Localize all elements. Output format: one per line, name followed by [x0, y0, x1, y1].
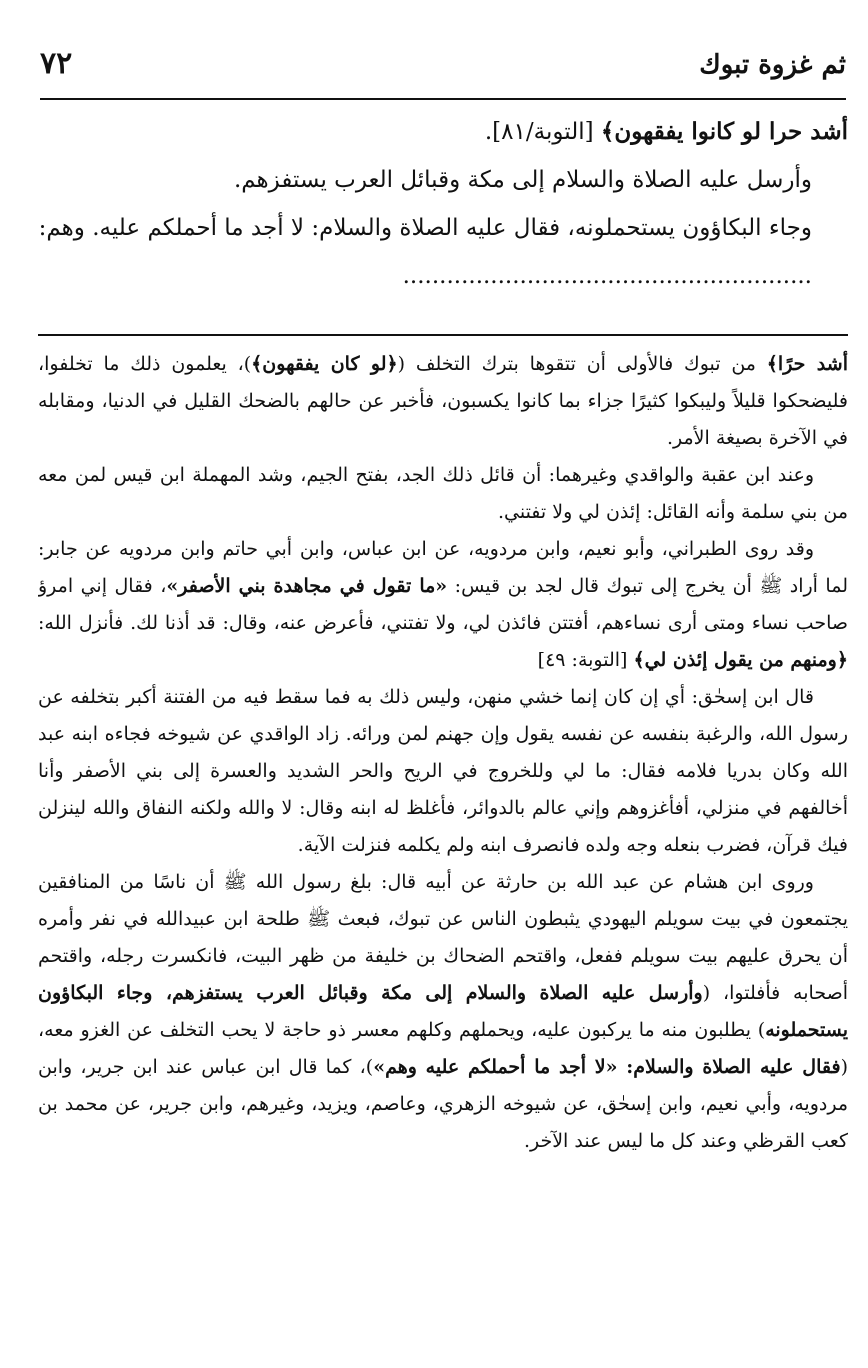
commentary-text: من تبوك فالأولى أن تتقوها بترك التخلف (: [397, 353, 767, 375]
verse-line-3: وجاء البكاؤون يستحملونه، فقال عليه الصلاة والسلام: لا أجد ما أحملكم عليه. وهم: ........................................................: [38, 215, 812, 289]
commentary-paragraph-4: قال ابن إسحٰق: أي إن كان إنما خشي منهن، وليس ذلك به فما سقط فيه من الفتنة أكبر بتخلفه عن رسول الله، والرغبة بنفسه عن نفسه يقول وإن جهنم لمن ورائه. زاد الواقدي عن شيوخه فجاءه ابنه عبد الله وكان بدريا فلامه فقال: ما لي وللخروج في الريح والحر الشديد والعسرة إلى بني الأصفر وأنا أخالفهم في منزلي، أفأغزوهم وإني عالم بالدوائر، فأغلظ له ابنه وقال: لا والله ولكنه النفاق والله لينزلن فيك قرآن، فضرب بنعله وجه ولده فانصرف ابنه ولم يكلمه فنزلت الآية.: [38, 686, 848, 856]
page-header: [40, 40, 846, 100]
commentary-bold: وأرسل عليه الصلاة والسلام إلى مكة وقبائل العرب يستفزهم، وجاء البكاؤون يستحملونه: [38, 982, 848, 1041]
commentary-bold: أشد حرًا﴾: [766, 353, 848, 375]
verse-citation: [التوبة/٨١].: [484, 119, 601, 145]
commentary-bold: ﴿لو كان يفقهون﴾: [251, 353, 398, 375]
commentary-text: وقد روى الطبراني، وأبو نعيم، وابن مردويه، عن ابن عباس، وابن أبي حاتم وابن مردويه عن جابر: لما أراد ﷺ أن يخرج إلى تبوك قال لجد بن قيس:: [38, 538, 848, 597]
commentary-paragraph-3: [38, 531, 848, 679]
commentary-paragraph-2: وعند ابن عقبة والواقدي وغيرهما: أن قائل ذلك الجد، بفتح الجيم، وشد المهملة ابن قيس لمن معه من بني سلمة وأنه القائل: إئذن لي ولا تفتني.: [38, 464, 848, 523]
commentary-text: ) يطلبون منه ما يركبون عليه، ويحملهم وكلهم معسر ذو حاجة لا يحب التخلف عن الغزو معه، (: [38, 1019, 848, 1078]
commentary-text: ، فقال إني امرؤ صاحب نساء ومتى أرى نساءهم، أفتتن فائذن لي، ولا تفتني، فأعرض عنه، وقال: قد أذنا لك. فأنزل الله:: [38, 575, 848, 634]
verse-bold-text: أشد حرا لو كانوا يفقهون﴾: [600, 118, 848, 145]
page-number: ٧٢: [40, 46, 73, 81]
commentary-bold: ﴿ومنهم من يقول إئذن لي﴾: [633, 649, 848, 671]
commentary-text: )، يعلمون ذلك ما تخلفوا، فليضحكوا قليلاً وليبكوا كثيرًا جزاء بما كانوا يكسبون، فأخبر عن حالهم بالضحك القليل في الدنيا، ومقابله في الآخرة بصيغة الأمر.: [38, 353, 848, 449]
commentary-citation: [التوبة: ٤٩]: [537, 649, 634, 671]
commentary-paragraph-5: [38, 864, 848, 1160]
commentary-text: )، كما قال ابن عباس عند ابن جرير، وابن مردويه، وأبي نعيم، وابن إسحٰق، عن شيوخه الزهري، وعاصم، ويزيد، وغيرهم، وابن جرير، عن محمد بن كعب القرظي وعند كل ما ليس عند الآخر.: [38, 1056, 848, 1152]
commentary-block: [38, 346, 848, 1346]
verse-block: [38, 108, 848, 336]
commentary-paragraph-1: [38, 346, 848, 457]
chapter-title: ثم غزوة تبوك: [699, 50, 846, 80]
verse-line-2: وأرسل عليه الصلاة والسلام إلى مكة وقبائل العرب يستفزهم.: [233, 167, 812, 193]
commentary-bold: «ما تقول في مجاهدة بني الأصفر»: [166, 575, 448, 597]
verse-line-1: [38, 108, 848, 156]
commentary-bold: فقال عليه الصلاة والسلام: «لا أجد ما أحملكم عليه وهم»: [373, 1056, 841, 1078]
commentary-text: وروى ابن هشام عن عبد الله بن حارثة عن أبيه قال: بلغ رسول الله ﷺ أن ناسًا من المنافقين يجتمعون في بيت سويلم اليهودي يثبطون الناس عن تبوك، فبعث ﷺ طلحة ابن عبيدالله في نفر وأمره أن يحرق عليهم بيت سويلم ففعل، واقتحم الضحاك بن خليفة من ظهر البيت، فانكسرت رجله، واقتحم أصحابه فأفلتوا، (: [38, 871, 848, 1004]
